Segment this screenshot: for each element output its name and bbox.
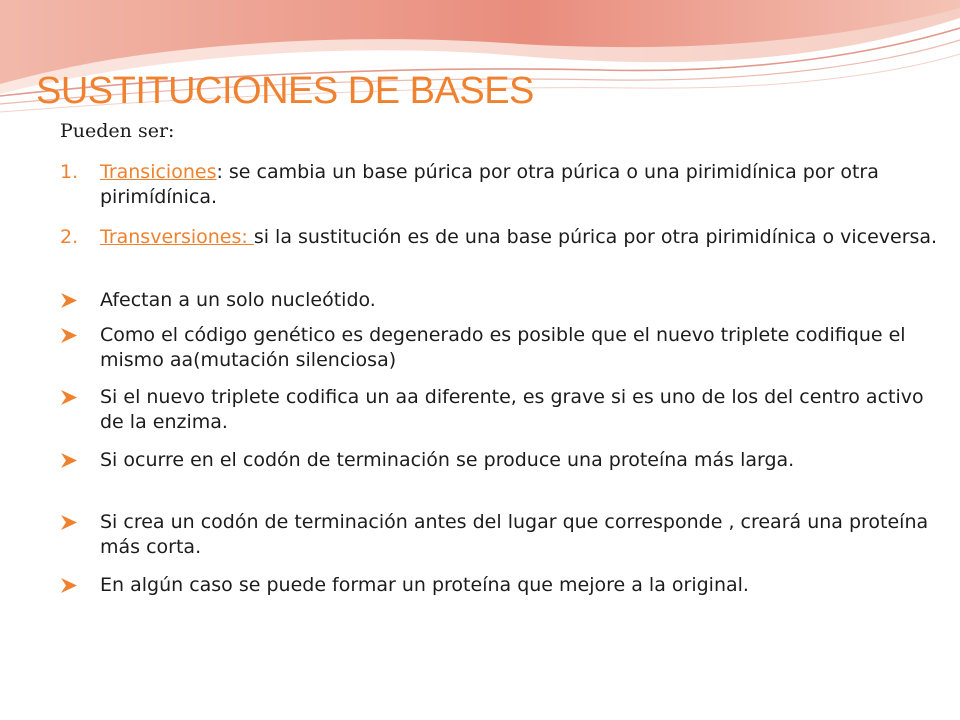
term-keyword: Transiciones [100,161,217,183]
bullet-item [60,288,940,313]
slide-title: SUSTITUCIONES DE BASES [36,70,534,112]
arrowhead-bullet-icon [60,389,78,406]
slide-subtitle: Pueden ser: [60,120,175,142]
arrowhead-bullet-icon [60,577,78,594]
bullet-text: Como el código genético es degenerado es posible que el nuevo triplete codifique el mismo aa(mutación silenciosa) [100,324,906,371]
arrowhead-bullet-icon [60,452,78,469]
numbered-marker: 1. [60,161,79,183]
numbered-marker: 2. [60,226,79,248]
bullet-text: Afectan a un solo nucleótido. [100,289,376,311]
bullet-text: Si ocurre en el codón de terminación se produce una proteína más larga. [100,449,795,471]
numbered-text [100,225,940,250]
arrowhead-bullet-icon [60,327,78,344]
bullet-text: En algún caso se puede formar un proteína que mejore a la original. [100,574,749,596]
arrowhead-bullet-icon [60,292,78,309]
bullet-item [60,448,940,473]
bullet-text: Si el nuevo triplete codifica un aa diferente, es grave si es uno de los del centro activo de la enzima. [100,386,924,433]
numbered-item-transiciones [60,160,940,210]
bullet-item [60,573,940,598]
numbered-text [100,160,940,210]
term-keyword: Transversiones: [100,226,254,248]
numbered-item-transversiones [60,225,940,250]
bullet-item [60,323,940,373]
arrowhead-bullet-icon [60,514,78,531]
bullet-item [60,510,940,560]
bullet-text: Si crea un codón de terminación antes del lugar que corresponde , creará una proteína más corta. [100,511,929,558]
term-description: si la sustitución es de una base púrica por otra pirimidínica o viceversa. [253,226,938,248]
bullet-item [60,385,940,435]
term-description: : se cambia un base púrica por otra púrica o una pirimidínica por otra pirimídínica. [100,161,879,208]
